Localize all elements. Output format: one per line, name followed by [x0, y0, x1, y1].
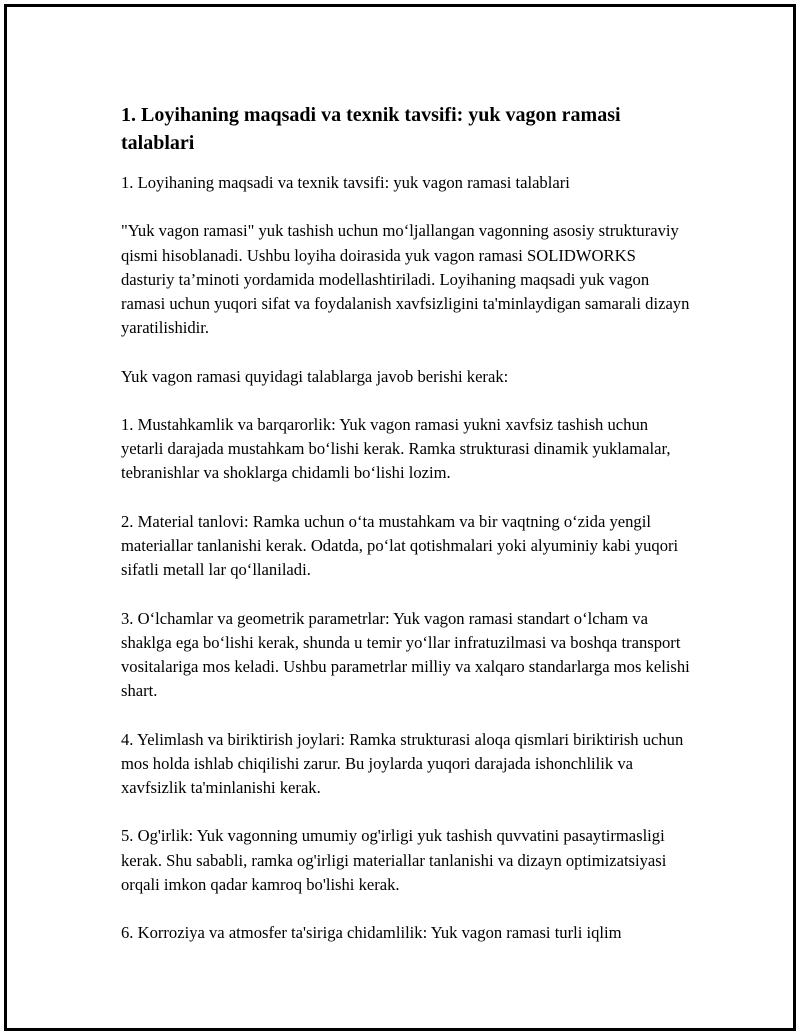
paragraph-item-2: 2. Material tanlovi: Ramka uchun o‘ta mustahkam va bir vaqtning o‘zida yengil materiallar tanlanishi kerak. Odatda, po‘lat qotishmalari yoki alyuminiy kabi yuqori sifatli metall lar qo‘llaniladi.	[121, 511, 679, 580]
paragraph-item-3: 3. O‘lchamlar va geometrik parametrlar: Yuk vagon ramasi standart o‘lcham va shaklga ega bo‘lishi kerak, shunda u temir yo‘llar infratuzilmasi va boshqa transport vositalariga mos keladi. Ushbu parametrlar milliy va xalqaro standarlarga mos kelishi shart.	[121, 608, 690, 701]
paragraph-title-repeat: 1. Loyihaning maqsadi va texnik tavsifi: yuk vagon ramasi talablari	[121, 173, 570, 192]
section-heading: 1. Loyihaning maqsadi va texnik tavsifi: yuk vagon ramasi talablari	[121, 104, 621, 154]
paragraph-requirements-lead: Yuk vagon ramasi quyidagi talablarga javob berishi kerak:	[121, 366, 509, 386]
paragraph-item-5: 5. Og'irlik: Yuk vagonning umumiy og'irligi yuk tashish quvvatini pasaytirmasligi kerak. Shu sababli, ramka og'irligi materiallar tanlanishi va dizayn optimizatsiyasi orqali imkon qadar kamroq bo'lishi kerak.	[121, 826, 667, 894]
page-frame	[4, 4, 796, 1031]
document-body	[121, 101, 691, 970]
paragraph-item-1: 1. Mustahkamlik va barqarorlik: Yuk vagon ramasi yukni xavfsiz tashish uchun yetarli darajada mustahkam bo‘lishi kerak. Ramka strukturasi dinamik yuklamalar, tebranishlar va shoklarga chidamli bo‘lishi lozim.	[121, 414, 671, 483]
paragraph-item-6: 6. Korroziya va atmosfer ta'siriga chidamlilik: Yuk vagon ramasi turli iqlim	[121, 923, 622, 943]
paragraph-item-4: 4. Yelimlash va biriktirish joylari: Ramka strukturasi aloqa qismlari biriktirish uchun mos holda ishlab chiqilishi zarur. Bu joylarda yuqori darajada ishonchlilik va xavfsizlik ta'minlanishi kerak.	[121, 729, 684, 797]
paragraph-intro: "Yuk vagon ramasi" yuk tashish uchun mo‘ljallangan vagonning asosiy strukturaviy qismi hisoblanadi. Ushbu loyiha doirasida yuk vagon ramasi SOLIDWORKS dasturiy ta’minoti yordamida modellashtiriladi. Loyihaning maqsadi yuk vagon ramasi uchun yuqori sifat va foydalanish xavfsizligini ta'minlaydigan samarali dizayn yaratilishidir.	[121, 221, 690, 338]
